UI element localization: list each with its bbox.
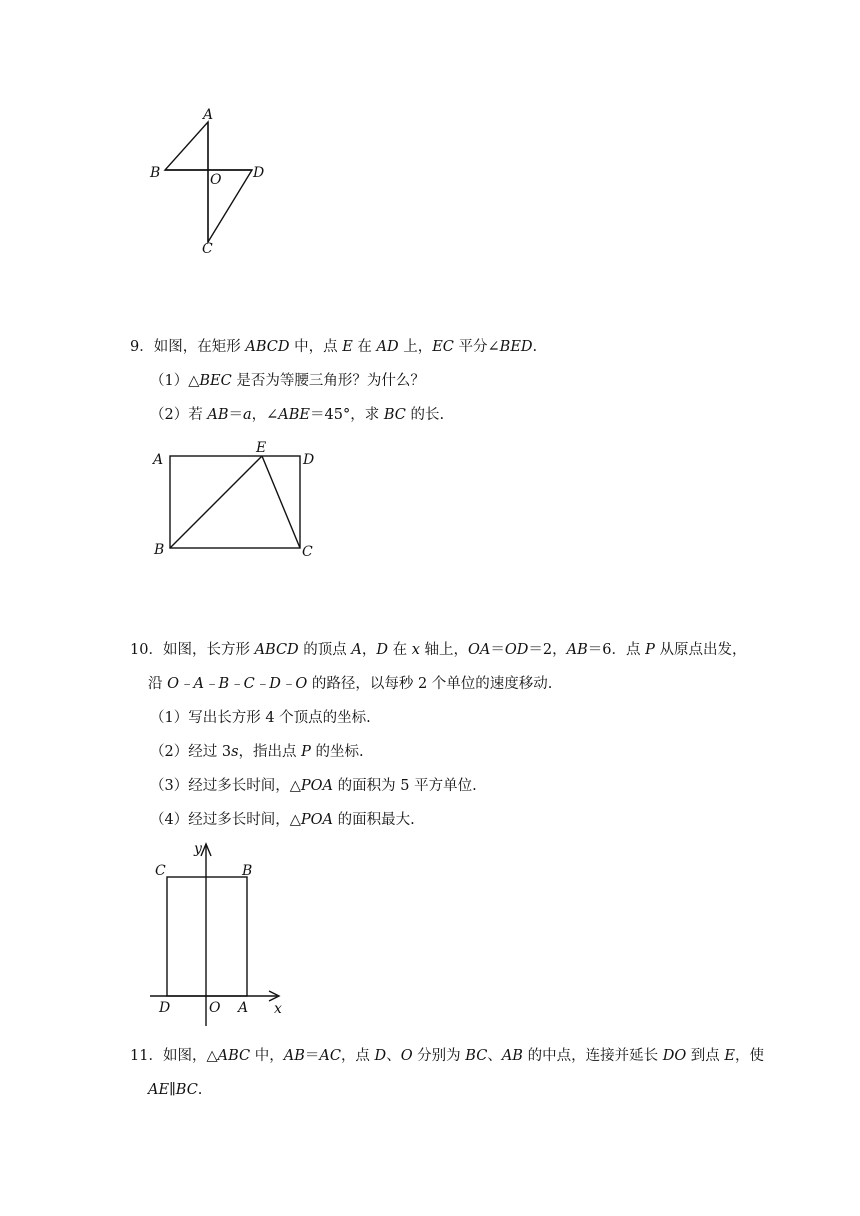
- problem10-question-4: （4）经过多长时间，△POA 的面积最大.: [150, 812, 415, 828]
- rectangle-figure: [150, 438, 330, 563]
- problem10-number: 10．: [130, 642, 163, 658]
- rect-label-d: D: [303, 452, 315, 468]
- problem9-question-1: （1）△BEC 是否为等腰三角形？为什么？: [150, 373, 425, 389]
- problem11-number: 11．: [130, 1048, 163, 1064]
- rect-label-e: E: [256, 440, 267, 456]
- coord-label-o: O: [209, 1000, 221, 1016]
- kite-label-d: D: [253, 165, 265, 181]
- problem10-stem-line2: 沿 O﹣A﹣B﹣C﹣D﹣O 的路径，以每秒 2 个单位的速度移动.: [148, 676, 553, 692]
- kite-label-o: O: [210, 172, 222, 188]
- coord-label-b: B: [242, 863, 253, 879]
- coord-label-x: x: [274, 1001, 282, 1017]
- coord-label-d: D: [159, 1000, 171, 1016]
- kite-label-b: B: [150, 165, 161, 181]
- problem10-stem: 10．如图，长方形 ABCD 的顶点 A，D 在 x 轴上，OA＝OD＝2，AB＝6．点 P 从原点出发，: [130, 642, 747, 658]
- problem11-stem-line2: AE∥BC.: [148, 1082, 203, 1098]
- rect-label-b: B: [154, 542, 165, 558]
- problem10-question-2: （2）经过 3s，指出点 P 的坐标.: [150, 744, 364, 760]
- coord-label-a: A: [238, 1000, 249, 1016]
- problem10-question-1: （1）写出长方形 4 个顶点的坐标.: [150, 710, 371, 726]
- problem11-stem: 11．如图，△ABC 中，AB＝AC，点 D、O 分别为 BC、AB 的中点，连接并延长 DO 到点 E，使: [130, 1048, 765, 1064]
- problem10-question-3: （3）经过多长时间，△POA 的面积为 5 平方单位.: [150, 778, 477, 794]
- kite-label-a: A: [203, 107, 214, 123]
- coord-label-y: y: [194, 841, 202, 857]
- problem9-question-2: （2）若 AB＝a，∠ABE＝45°，求 BC 的长.: [150, 407, 445, 423]
- rect-label-a: A: [153, 452, 164, 468]
- kite-figure: [140, 100, 280, 260]
- rect-label-c: C: [302, 544, 313, 560]
- coord-label-c: C: [155, 863, 166, 879]
- kite-label-c: C: [202, 241, 213, 257]
- problem9-number: 9．: [130, 339, 154, 355]
- problem9-stem: 9．如图，在矩形 ABCD 中，点 E 在 AD 上，EC 平分∠BED.: [130, 339, 538, 355]
- coordinate-figure: [145, 838, 295, 1033]
